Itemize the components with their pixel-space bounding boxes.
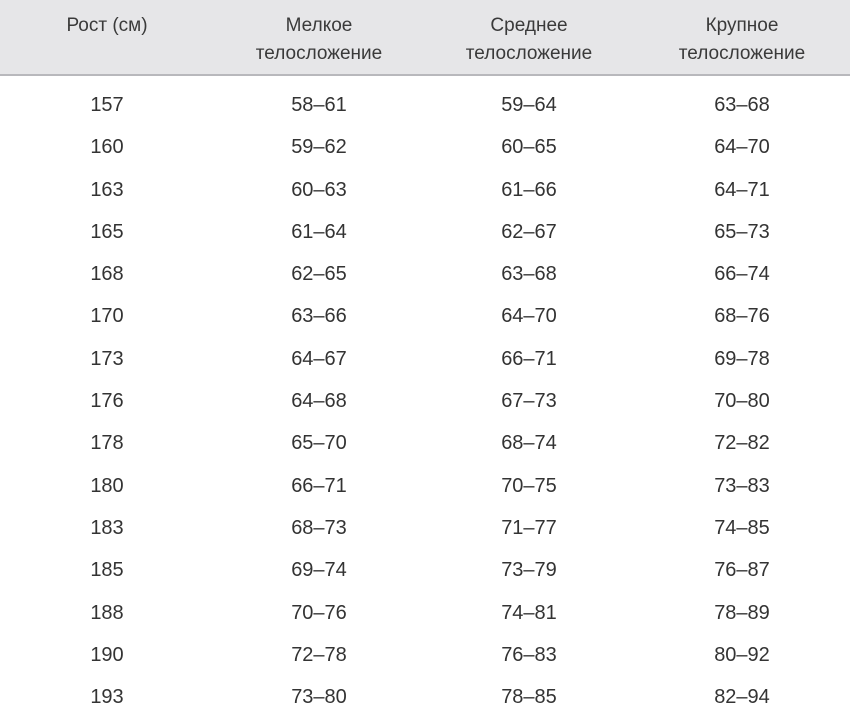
large-build-cell: 80–92 [714,643,770,666]
medium-build-cell: 66–71 [501,347,557,370]
height-cell: 180 [90,474,124,497]
table-row [0,592,850,634]
height-cell: 178 [90,432,124,455]
header-height-label: Рост (см) [66,15,148,36]
table-row [0,253,850,295]
header-large-build [663,12,821,68]
height-cell: 165 [90,220,124,243]
height-cell: 190 [90,643,124,666]
height-cell: 185 [90,559,124,582]
small-build-cell: 65–70 [291,432,347,455]
small-build-cell: 68–73 [291,516,347,539]
large-build-cell: 65–73 [714,220,770,243]
table-row [0,295,850,337]
large-build-cell: 64–71 [714,178,770,201]
medium-build-cell: 61–66 [501,178,557,201]
table-row [0,126,850,168]
table-body [0,84,850,706]
table-row [0,84,850,126]
header-medium-build [450,12,608,68]
medium-build-cell: 63–68 [501,263,557,286]
medium-build-cell: 60–65 [501,136,557,159]
height-cell: 183 [90,516,124,539]
large-build-cell: 73–83 [714,474,770,497]
small-build-cell: 64–68 [291,390,347,413]
table-row [0,507,850,549]
small-build-cell: 58–61 [291,94,347,116]
header-large-build-line1: Крупное [705,15,779,36]
header-small-build [240,12,398,68]
medium-build-cell: 73–79 [501,559,557,582]
header-medium-build-line2: телосложение [465,43,593,64]
table-row [0,465,850,507]
large-build-cell: 66–74 [714,263,770,286]
medium-build-cell: 68–74 [501,432,557,455]
large-build-cell: 63–68 [714,94,770,116]
medium-build-cell: 59–64 [501,94,557,116]
height-cell: 176 [90,390,124,413]
height-cell: 170 [90,305,124,328]
small-build-cell: 63–66 [291,305,347,328]
height-cell: 160 [90,136,124,159]
medium-build-cell: 62–67 [501,220,557,243]
table-row [0,634,850,676]
medium-build-cell: 64–70 [501,305,557,328]
medium-build-cell: 71–77 [501,516,557,539]
small-build-cell: 69–74 [291,559,347,582]
medium-build-cell: 76–83 [501,643,557,666]
height-cell: 193 [90,686,124,706]
header-small-build-line1: Мелкое [285,15,353,36]
table-row [0,380,850,422]
large-build-cell: 76–87 [714,559,770,582]
medium-build-cell: 74–81 [501,601,557,624]
height-cell: 157 [90,94,124,116]
height-cell: 173 [90,347,124,370]
table-row [0,211,850,253]
small-build-cell: 60–63 [291,178,347,201]
small-build-cell: 72–78 [291,643,347,666]
table-row [0,169,850,211]
large-build-cell: 78–89 [714,601,770,624]
table-header [0,0,850,76]
small-build-cell: 66–71 [291,474,347,497]
table-row [0,338,850,380]
small-build-cell: 62–65 [291,263,347,286]
small-build-cell: 73–80 [291,686,347,706]
table-row [0,676,850,706]
header-medium-build-line1: Среднее [490,15,568,36]
table-row [0,422,850,464]
large-build-cell: 64–70 [714,136,770,159]
medium-build-cell: 67–73 [501,390,557,413]
large-build-cell: 82–94 [714,686,770,706]
small-build-cell: 64–67 [291,347,347,370]
height-cell: 168 [90,263,124,286]
small-build-cell: 59–62 [291,136,347,159]
small-build-cell: 70–76 [291,601,347,624]
large-build-cell: 68–76 [714,305,770,328]
medium-build-cell: 70–75 [501,474,557,497]
height-cell: 188 [90,601,124,624]
header-small-build-line2: телосложение [255,43,383,64]
small-build-cell: 61–64 [291,220,347,243]
table-row [0,549,850,591]
header-large-build-line2: телосложение [678,43,806,64]
large-build-cell: 69–78 [714,347,770,370]
medium-build-cell: 78–85 [501,686,557,706]
large-build-cell: 70–80 [714,390,770,413]
height-cell: 163 [90,178,124,201]
header-height [40,12,174,40]
large-build-cell: 74–85 [714,516,770,539]
large-build-cell: 72–82 [714,432,770,455]
